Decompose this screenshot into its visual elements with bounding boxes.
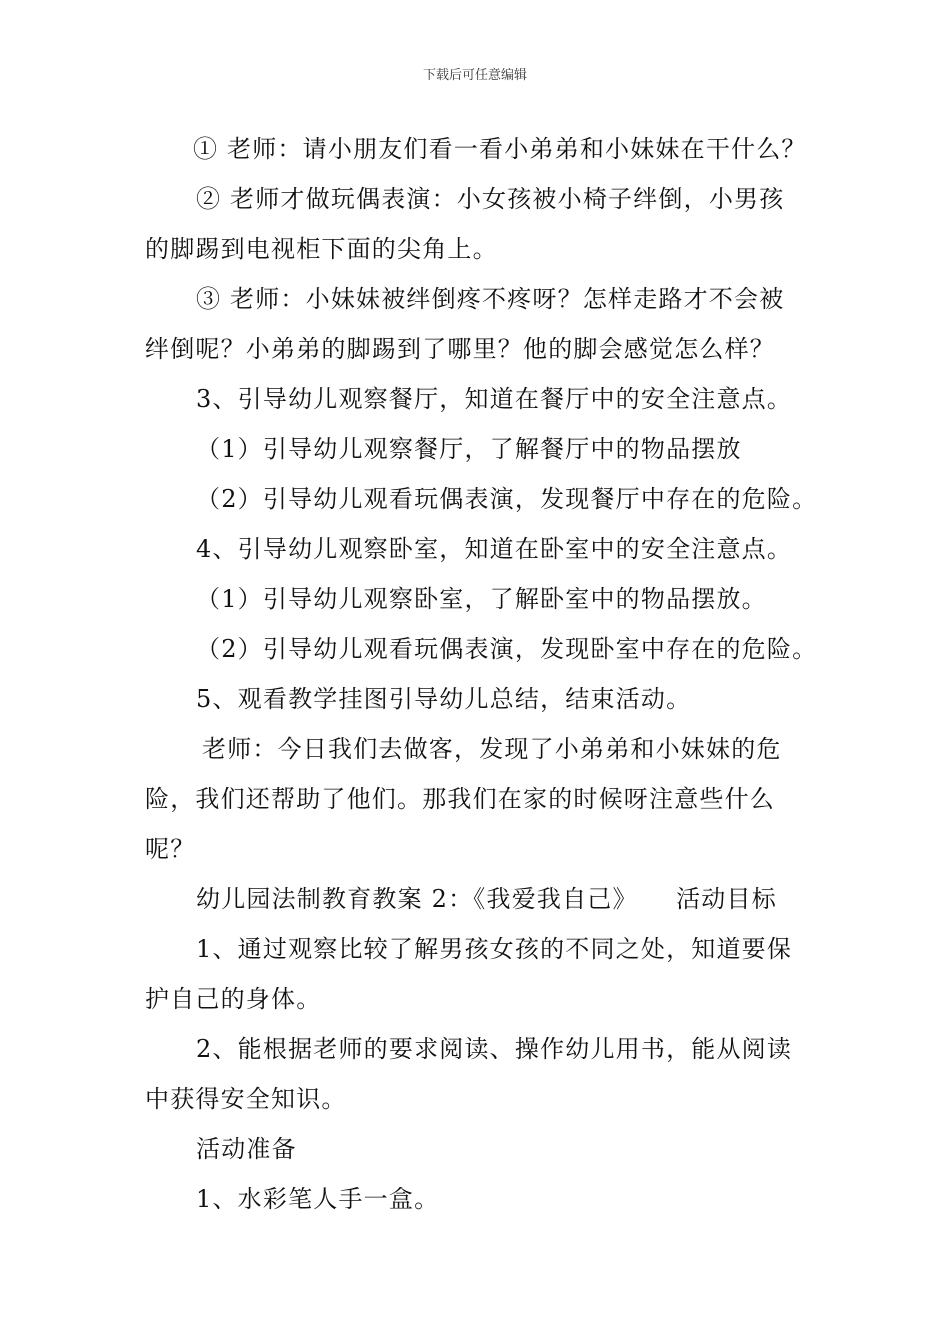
paragraph-line: （1）引导幼儿观察餐厅，了解餐厅中的物品摆放 [196,435,742,463]
paragraph-line: 险，我们还帮助了他们。那我们在家的时候呀注意些什么 [145,785,775,813]
section-heading-line: 活动准备 [196,1135,297,1163]
paragraph-line: 绊倒呢？小弟弟的脚踢到了哪里？他的脚会感觉怎么样？ [145,335,775,363]
paragraph-line: 3、引导幼儿观察餐厅，知道在餐厅中的安全注意点。 [196,385,793,413]
paragraph-line: 的脚踢到电视柜下面的尖角上。 [145,235,498,263]
paragraph-line: 中获得安全知识。 [145,1085,347,1113]
paragraph-line: 老师：今日我们去做客，发现了小弟弟和小妹妹的危 [202,735,782,763]
paragraph-line: ③ 老师：小妹妹被绊倒疼不疼呀？怎样走路才不会被 [196,285,785,313]
paragraph-line: （2）引导幼儿观看玩偶表演，发现卧室中存在的危险。 [196,635,818,663]
paragraph-line: ① 老师：请小朋友们看一看小弟弟和小妹妹在干什么？ [193,135,807,163]
paragraph-line: ② 老师才做玩偶表演：小女孩被小椅子绊倒，小男孩 [196,185,785,213]
paragraph-line: 呢？ [145,835,196,863]
paragraph-line: 2、能根据老师的要求阅读、操作幼儿用书，能从阅读 [196,1035,793,1063]
page-header: 下载后可任意编辑 [422,68,527,83]
section-heading-line: 幼儿园法制教育教案 2：《我爱我自己》 活动目标 [196,885,777,913]
paragraph-line: 5、观看教学挂图引导幼儿总结，结束活动。 [196,685,692,713]
paragraph-line: 4、引导幼儿观察卧室，知道在卧室中的安全注意点。 [196,535,793,563]
paragraph-line: （1）引导幼儿观察卧室，了解卧室中的物品摆放。 [196,585,767,613]
paragraph-line: （2）引导幼儿观看玩偶表演，发现餐厅中存在的危险。 [196,485,818,513]
paragraph-line: 护自己的身体。 [145,985,322,1013]
paragraph-line: 1、水彩笔人手一盒。 [196,1185,440,1213]
paragraph-line: 1、通过观察比较了解男孩女孩的不同之处，知道要保 [196,935,793,963]
